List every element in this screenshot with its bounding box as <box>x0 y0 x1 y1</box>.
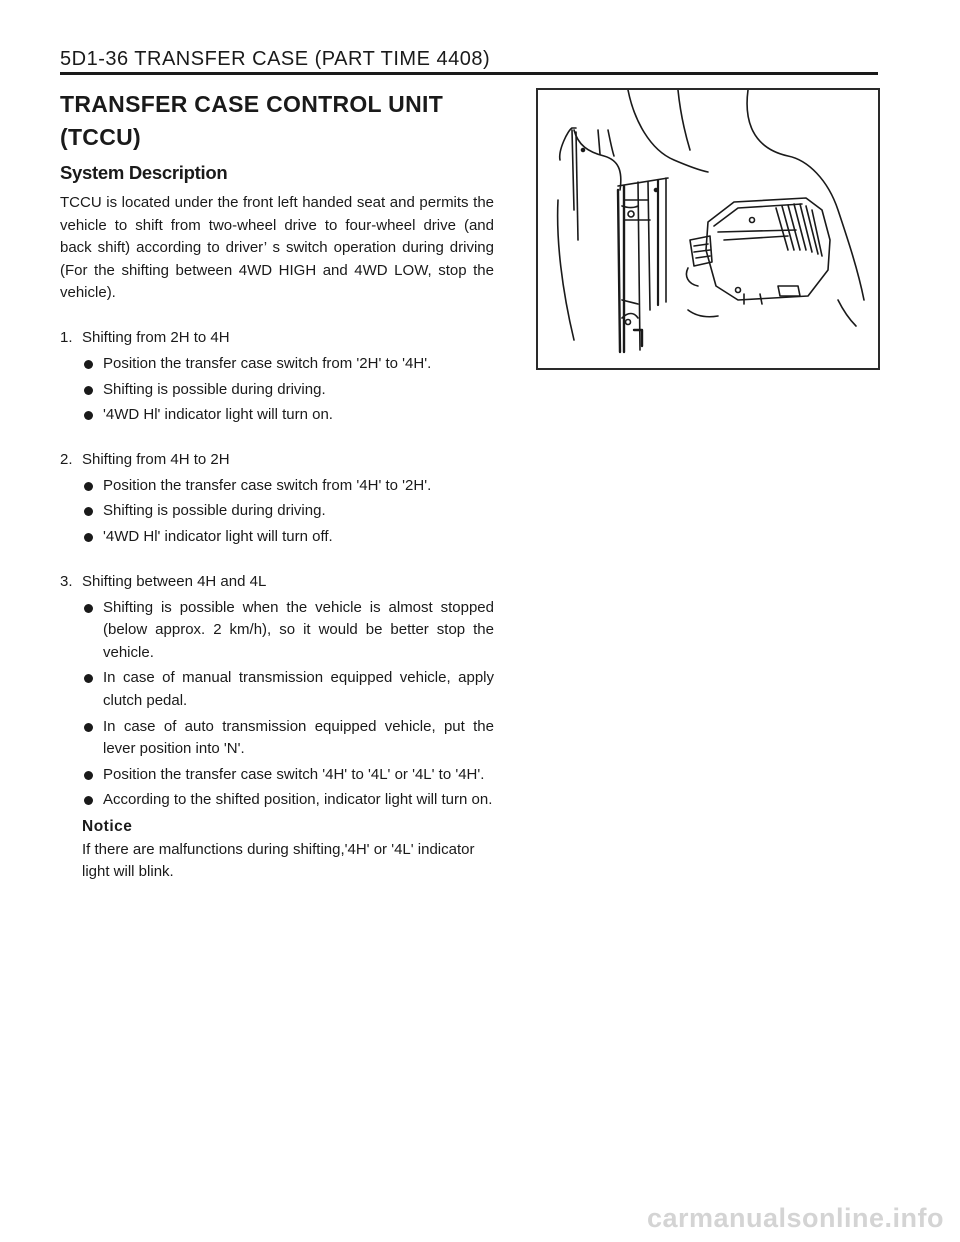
bullet-list <box>60 353 494 427</box>
step-1 <box>60 327 494 427</box>
step-number: 2. <box>60 450 73 468</box>
bullet-list <box>60 597 494 812</box>
list-item <box>60 597 494 665</box>
list-item <box>60 716 494 761</box>
notice-label: Notice <box>82 817 133 835</box>
step-number: 1. <box>60 328 73 346</box>
bullet-icon <box>84 771 93 780</box>
list-item <box>60 667 494 712</box>
step-heading <box>60 449 494 471</box>
tccu-location-figure <box>536 88 880 370</box>
tccu-illustration <box>538 90 874 364</box>
list-item-text: Position the transfer case switch from '2H' to '4H'. <box>103 354 432 372</box>
step-title: Shifting from 4H to 2H <box>82 450 230 468</box>
step-heading <box>60 327 494 349</box>
list-item <box>60 475 494 498</box>
list-item <box>60 764 494 787</box>
bullet-icon <box>84 360 93 369</box>
bullet-icon <box>84 604 93 613</box>
list-item <box>60 353 494 376</box>
list-item <box>60 379 494 402</box>
list-item-text: Position the transfer case switch '4H' to '4L' or '4L' to '4H'. <box>103 765 485 783</box>
section-title-line1: TRANSFER CASE CONTROL UNIT <box>60 91 444 117</box>
step-2 <box>60 449 494 549</box>
list-item <box>60 526 494 549</box>
step-title: Shifting between 4H and 4L <box>82 572 267 590</box>
page-header-title: 5D1-36 TRANSFER CASE (PART TIME 4408) <box>60 48 491 70</box>
bullet-list <box>60 475 494 549</box>
notice-text: If there are malfunctions during shifting,'4H' or '4L' indicator light will blink. <box>82 840 475 881</box>
watermark-text: carmanualsonline.info <box>646 1203 944 1233</box>
list-item-text: Shifting is possible during driving. <box>103 502 326 520</box>
list-item-text: Position the transfer case switch from '4H' to '2H'. <box>103 476 432 494</box>
list-item-text: In case of auto transmission equipped vehicle, put the lever position into 'N'. <box>103 717 494 758</box>
list-item-text: According to the shifted position, indicator light will turn on. <box>103 791 493 809</box>
bullet-icon <box>84 674 93 683</box>
step-3 <box>60 571 494 885</box>
list-item-text: Shifting is possible during driving. <box>103 380 326 398</box>
bullet-icon <box>84 533 93 542</box>
bullet-icon <box>84 386 93 395</box>
notice-block <box>60 815 494 884</box>
list-item <box>60 404 494 427</box>
system-description-text: TCCU is located under the front left handed seat and permits the vehicle to shift from two-wheel drive to four-wheel drive (and back shift) according to driver’ s switch operation during driving (For the shifting between 4WD HIGH and 4WD LOW, stop the vehicle). <box>60 194 494 302</box>
main-text-column <box>60 88 494 884</box>
step-number: 3. <box>60 572 73 590</box>
list-item-text: '4WD Hl' indicator light will turn off. <box>103 527 333 545</box>
bullet-icon <box>84 482 93 491</box>
list-item <box>60 500 494 523</box>
list-item-text: Shifting is possible when the vehicle is almost stopped (below approx. 2 km/h), so it would be better stop the vehicle. <box>103 598 494 661</box>
header-rule <box>60 72 878 75</box>
system-description-heading: System Description <box>60 162 228 183</box>
bullet-icon <box>84 411 93 420</box>
step-heading <box>60 571 494 593</box>
list-item <box>60 789 494 812</box>
step-title: Shifting from 2H to 4H <box>82 328 230 346</box>
section-title <box>60 88 494 154</box>
list-item-text: In case of manual transmission equipped vehicle, apply clutch pedal. <box>103 669 494 709</box>
bullet-icon <box>84 507 93 516</box>
section-title-line2: (TCCU) <box>60 124 141 150</box>
list-item-text: '4WD Hl' indicator light will turn on. <box>103 406 333 424</box>
bullet-icon <box>84 723 93 732</box>
bullet-icon <box>84 796 93 805</box>
